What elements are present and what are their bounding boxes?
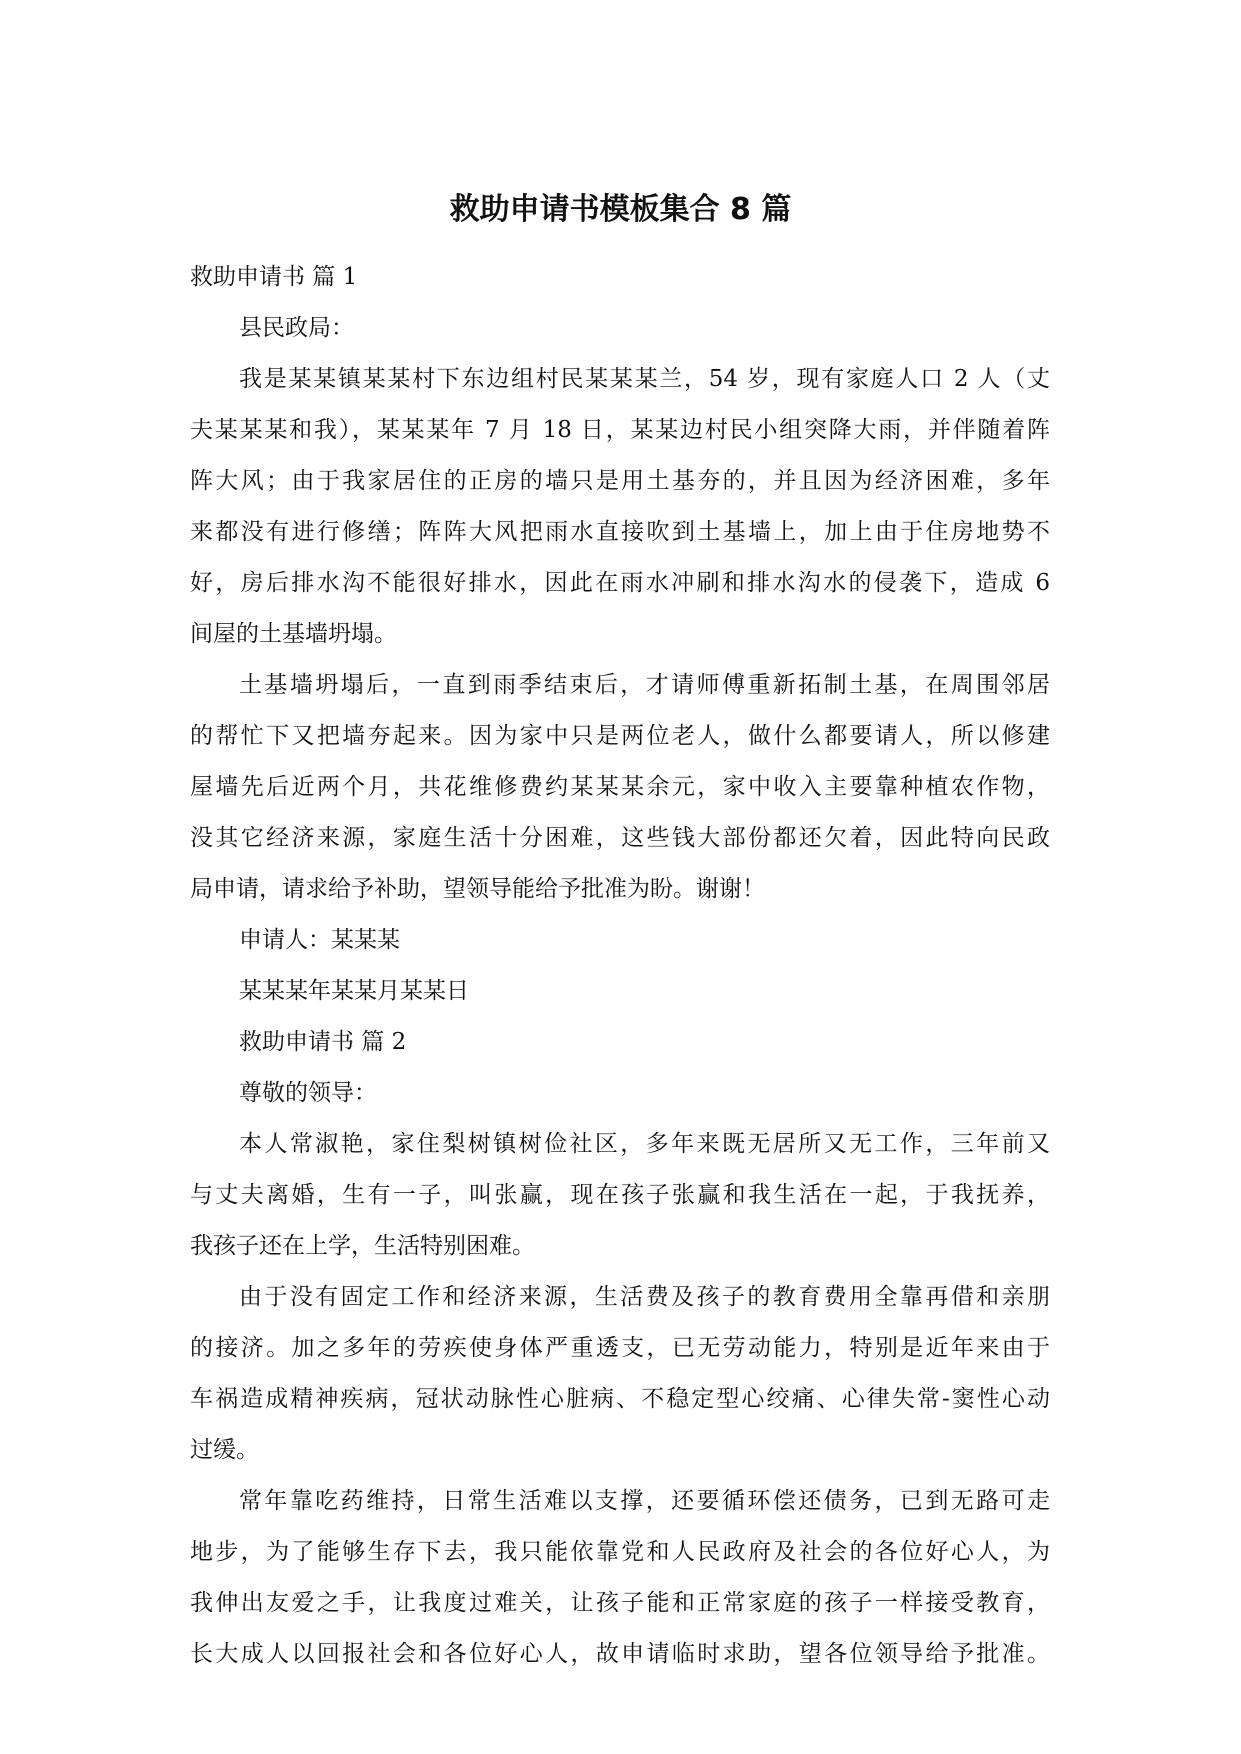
signature-date: 某某某年某某月某某日 <box>239 978 469 1004</box>
paragraph-line: 的接济。加之多年的劳疾使身体严重透支，已无劳动能力，特别是近年来由于 <box>190 1335 1050 1361</box>
document-body <box>190 252 1050 1680</box>
salutation-2: 尊敬的领导： <box>239 1080 377 1106</box>
paragraph-5 <box>190 1476 1050 1680</box>
paragraph-line: 长大成人以回报社会和各位好心人，故申请临时求助，望各位领导给予批准。 <box>190 1641 1050 1667</box>
paragraph-2 <box>190 660 1050 915</box>
paragraph-3 <box>190 1119 1050 1272</box>
paragraph-line: 由于没有固定工作和经济来源，生活费及孩子的教育费用全靠再借和亲朋 <box>239 1284 1050 1310</box>
paragraph-line: 地步，为了能够生存下去，我只能依靠党和人民政府及社会的各位好心人，为 <box>190 1539 1050 1565</box>
paragraph-line: 我伸出友爱之手，让我度过难关，让孩子能和正常家庭的孩子一样接受教育， <box>190 1590 1050 1616</box>
salutation-1: 县民政局： <box>239 315 354 341</box>
paragraph-line: 来都没有进行修缮；阵阵大风把雨水直接吹到土基墙上，加上由于住房地势不 <box>190 519 1050 545</box>
paragraph-line: 常年靠吃药维持，日常生活难以支撑，还要循环偿还债务，已到无路可走 <box>239 1488 1050 1514</box>
paragraph-4 <box>190 1272 1050 1476</box>
paragraph-1 <box>190 354 1050 660</box>
paragraph-line: 与丈夫离婚，生有一子，叫张赢，现在孩子张赢和我生活在一起，于我抚养， <box>190 1182 1050 1208</box>
paragraph-line: 土基墙坍塌后，一直到雨季结束后，才请师傅重新拓制土基，在周围邻居 <box>239 672 1050 698</box>
section-heading-1: 救助申请书 篇 1 <box>190 264 358 290</box>
paragraph-line: 我孩子还在上学，生活特别困难。 <box>190 1233 535 1259</box>
section-heading-2: 救助申请书 篇 2 <box>239 1029 407 1055</box>
paragraph-line: 本人常淑艳，家住梨树镇树俭社区，多年来既无居所又无工作，三年前又 <box>239 1131 1050 1157</box>
paragraph-line: 我是某某镇某某村下东边组村民某某某兰，54 岁，现有家庭人口 2 人（丈 <box>239 366 1050 392</box>
document-title: 救助申请书模板集合 8 篇 <box>449 192 792 227</box>
applicant-signature: 申请人：某某某 <box>239 927 400 953</box>
paragraph-line: 过缓。 <box>190 1437 259 1463</box>
paragraph-line: 没其它经济来源，家庭生活十分困难，这些钱大部份都还欠着，因此特向民政 <box>190 825 1050 851</box>
paragraph-line: 间屋的土基墙坍塌。 <box>190 621 397 647</box>
paragraph-line: 阵大风；由于我家居住的正房的墙只是用土基夯的，并且因为经济困难，多年 <box>190 468 1050 494</box>
paragraph-line: 屋墙先后近两个月，共花维修费约某某某余元，家中收入主要靠种植农作物， <box>190 774 1050 800</box>
paragraph-line: 好，房后排水沟不能很好排水，因此在雨水冲刷和排水沟水的侵袭下，造成 6 <box>190 570 1050 596</box>
paragraph-line: 夫某某某和我），某某某年 7 月 18 日，某某边村民小组突降大雨，并伴随着阵 <box>190 417 1050 443</box>
paragraph-line: 局申请，请求给予补助，望领导能给予批准为盼。谢谢！ <box>190 876 765 902</box>
paragraph-line: 的帮忙下又把墙夯起来。因为家中只是两位老人，做什么都要请人，所以修建 <box>190 723 1050 749</box>
paragraph-line: 车祸造成精神疾病，冠状动脉性心脏病、不稳定型心绞痛、心律失常-窦性心动 <box>190 1386 1050 1412</box>
